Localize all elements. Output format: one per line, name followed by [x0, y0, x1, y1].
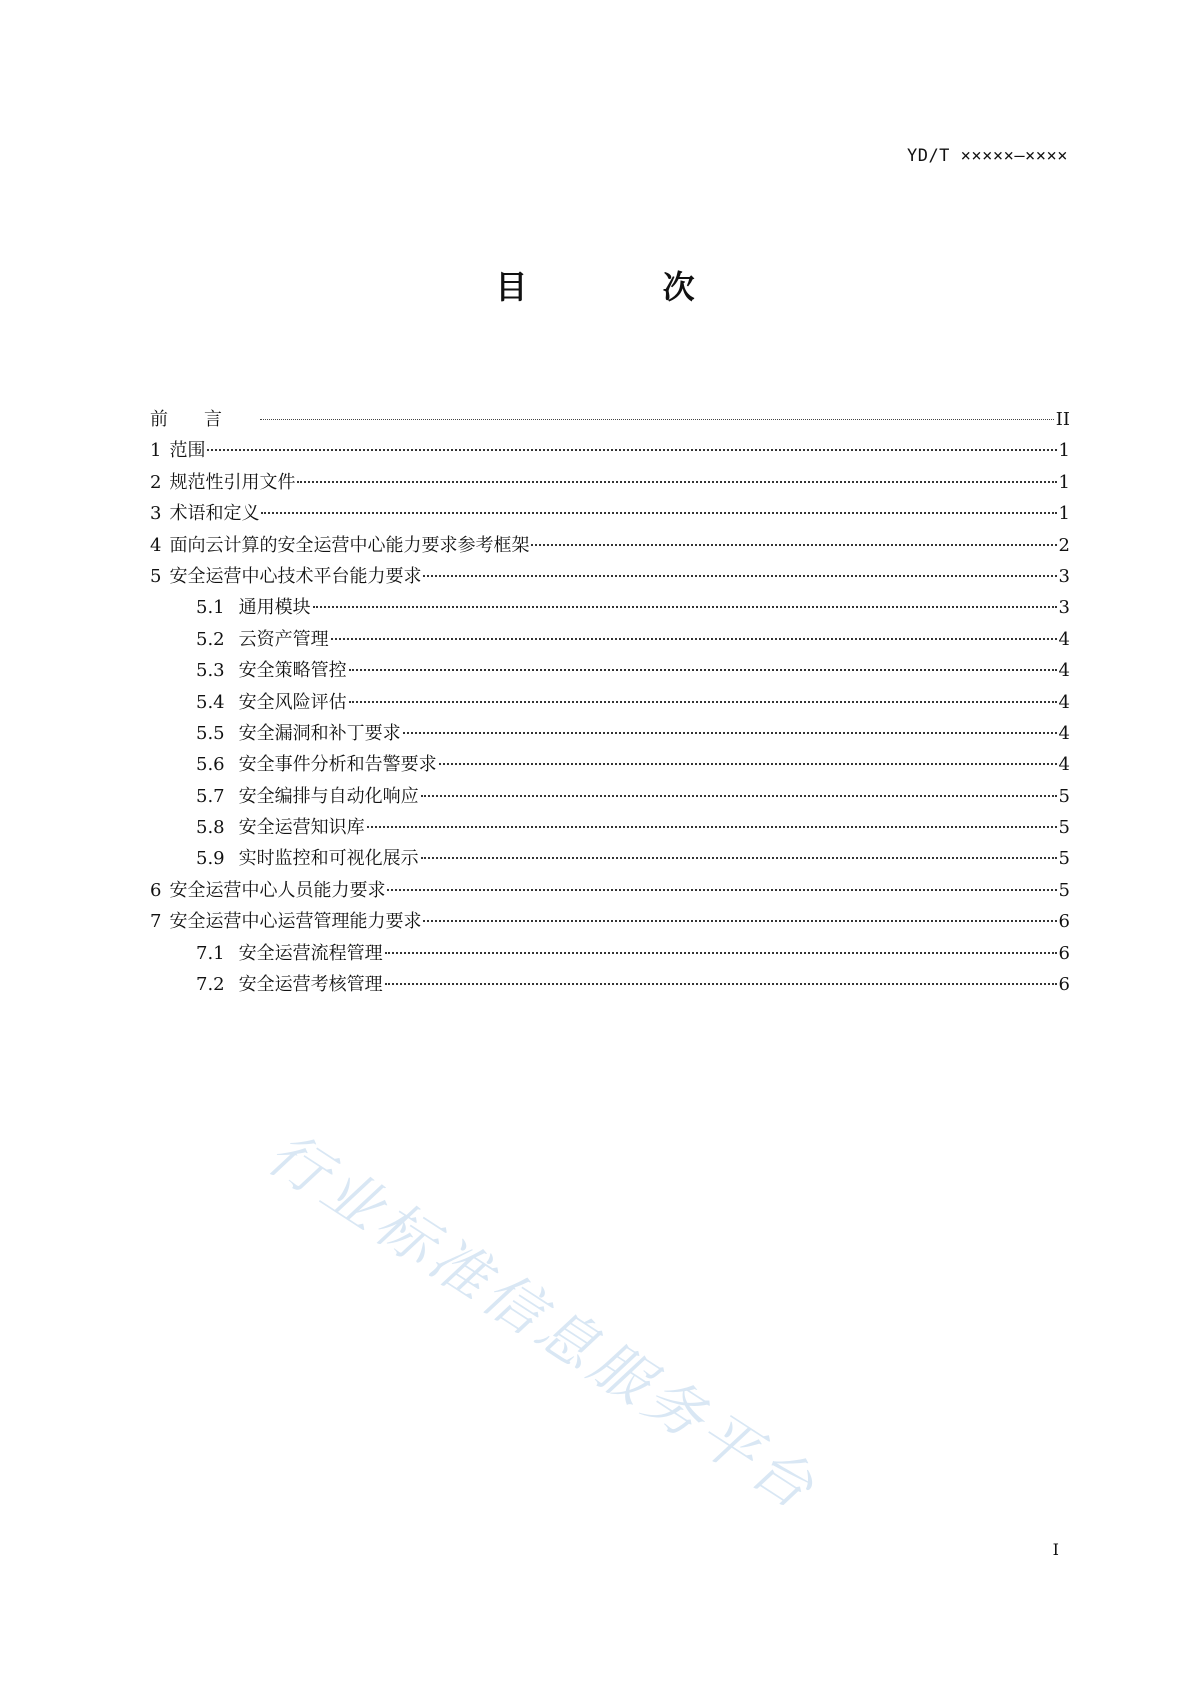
- toc-dot-leader: [385, 983, 1057, 985]
- toc-entry-number: 5: [150, 565, 162, 587]
- toc-entry-title: 安全运营知识库: [238, 817, 365, 839]
- toc-entry-number: 5.5: [196, 722, 225, 744]
- toc-dot-leader: [423, 575, 1056, 577]
- toc-entry-title: 安全运营中心运营管理能力要求: [169, 911, 422, 933]
- toc-entry[interactable]: [150, 844, 1070, 875]
- toc-entry-title: 安全运营中心人员能力要求: [169, 879, 386, 901]
- toc-entry-page: 5: [1058, 848, 1070, 870]
- toc-entry-title: 安全运营考核管理: [238, 974, 383, 996]
- toc-dot-leader: [385, 952, 1057, 954]
- toc-dot-leader: [367, 826, 1057, 828]
- toc-entry-number: 7: [150, 911, 162, 933]
- toc-entry[interactable]: [150, 625, 1070, 656]
- toc-entry-title: 安全漏洞和补丁要求: [238, 722, 401, 744]
- document-code: YD/T ×××××—××××: [906, 146, 1068, 166]
- toc-entry-title: 规范性引用文件: [169, 471, 296, 493]
- toc-dot-leader: [349, 669, 1057, 671]
- toc-entry-page: 6: [1058, 974, 1070, 996]
- toc-entry[interactable]: [150, 499, 1070, 530]
- toc-dot-leader: [531, 544, 1056, 546]
- toc-dot-leader: [260, 419, 1054, 420]
- toc-entry-title: 通用模块: [238, 597, 311, 619]
- toc-dot-leader: [207, 449, 1056, 451]
- toc-entry-title: 安全事件分析和告警要求: [238, 754, 437, 776]
- toc-entry[interactable]: [150, 876, 1070, 907]
- toc-entry-number: 1: [150, 440, 162, 462]
- toc-dot-leader: [421, 795, 1057, 797]
- toc-entry-page: II: [1055, 409, 1070, 430]
- page-number: I: [1052, 1540, 1059, 1559]
- toc-entry-page: 2: [1058, 534, 1070, 556]
- table-of-contents: [150, 405, 1070, 1001]
- toc-entry-number: 5.8: [196, 817, 225, 839]
- page-title: 目 次: [495, 268, 757, 306]
- toc-entry-page: 3: [1058, 565, 1070, 587]
- toc-entry-page: 5: [1058, 817, 1070, 839]
- toc-entry-number: 5.7: [196, 785, 225, 807]
- toc-entry-number: 4: [150, 534, 162, 556]
- toc-entry-number: 5.6: [196, 754, 225, 776]
- toc-entry-number: 5.3: [196, 660, 225, 682]
- toc-entry-page: 1: [1058, 440, 1070, 462]
- toc-entry-title: 术语和定义: [169, 503, 260, 525]
- toc-entry[interactable]: [150, 688, 1070, 719]
- toc-entry-page: 5: [1058, 785, 1070, 807]
- toc-entry-number: 2: [150, 471, 162, 493]
- toc-entry[interactable]: [150, 531, 1070, 562]
- toc-entry-title: 前言: [150, 409, 258, 430]
- toc-entry[interactable]: [150, 939, 1070, 970]
- toc-entry-title: 安全运营中心技术平台能力要求: [169, 565, 422, 587]
- toc-entry-page: 4: [1058, 660, 1070, 682]
- toc-entry-page: 4: [1058, 754, 1070, 776]
- toc-entry[interactable]: [150, 970, 1070, 1001]
- toc-entry[interactable]: [150, 405, 1070, 436]
- toc-entry-page: 1: [1058, 503, 1070, 525]
- toc-entry-title: 实时监控和可视化展示: [238, 848, 419, 870]
- toc-entry-number: 5.1: [196, 597, 225, 619]
- toc-dot-leader: [423, 920, 1056, 922]
- toc-dot-leader: [387, 889, 1056, 891]
- toc-dot-leader: [313, 606, 1057, 608]
- toc-entry-page: 6: [1058, 911, 1070, 933]
- toc-entry-number: 5.2: [196, 628, 225, 650]
- toc-entry[interactable]: [150, 813, 1070, 844]
- toc-dot-leader: [421, 857, 1057, 859]
- toc-entry[interactable]: [150, 436, 1070, 467]
- toc-entry-title: 安全运营流程管理: [238, 942, 383, 964]
- toc-dot-leader: [331, 638, 1057, 640]
- toc-entry-page: 6: [1058, 942, 1070, 964]
- toc-entry[interactable]: [150, 907, 1070, 938]
- toc-entry-title: 安全策略管控: [238, 660, 347, 682]
- toc-entry-number: 7.1: [196, 942, 225, 964]
- toc-entry-title: 面向云计算的安全运营中心能力要求参考框架: [169, 534, 530, 556]
- toc-entry-page: 4: [1058, 691, 1070, 713]
- toc-entry-number: 6: [150, 879, 162, 901]
- toc-entry[interactable]: [150, 593, 1070, 624]
- toc-entry-title: 安全编排与自动化响应: [238, 785, 419, 807]
- toc-entry-title: 范围: [169, 440, 206, 462]
- toc-entry[interactable]: [150, 468, 1070, 499]
- toc-entry[interactable]: [150, 782, 1070, 813]
- toc-entry-title: 云资产管理: [238, 628, 329, 650]
- toc-entry-page: 3: [1058, 597, 1070, 619]
- toc-entry-number: 3: [150, 503, 162, 525]
- toc-entry[interactable]: [150, 656, 1070, 687]
- toc-entry-number: 5.4: [196, 691, 225, 713]
- toc-entry-number: 5.9: [196, 848, 225, 870]
- toc-entry[interactable]: [150, 750, 1070, 781]
- toc-dot-leader: [261, 512, 1056, 514]
- watermark: 行业标准信息服务平台: [255, 1118, 830, 1525]
- toc-dot-leader: [297, 481, 1056, 483]
- toc-dot-leader: [349, 701, 1057, 703]
- toc-entry-page: 5: [1058, 879, 1070, 901]
- toc-entry[interactable]: [150, 562, 1070, 593]
- toc-dot-leader: [403, 732, 1057, 734]
- toc-entry-title: 安全风险评估: [238, 691, 347, 713]
- toc-entry-page: 4: [1058, 722, 1070, 744]
- toc-entry-page: 1: [1058, 471, 1070, 493]
- toc-entry-page: 4: [1058, 628, 1070, 650]
- toc-dot-leader: [439, 763, 1057, 765]
- toc-entry-number: 7.2: [196, 974, 225, 996]
- toc-entry[interactable]: [150, 719, 1070, 750]
